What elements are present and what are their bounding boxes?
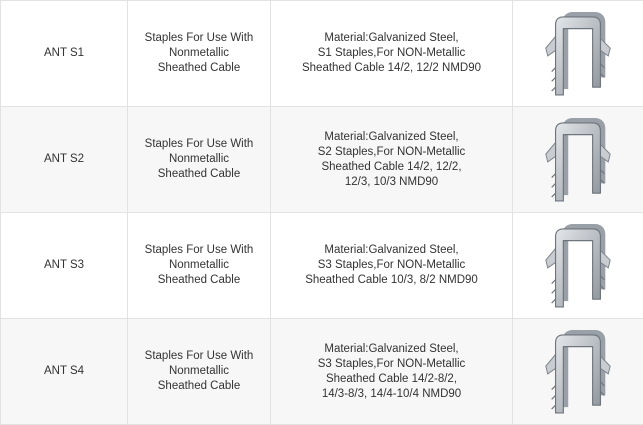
image-cell: [513, 319, 643, 425]
specification-text: Material:Galvanized Steel, S1 Staples,For NON-Metallic Sheathed Cable 14/2, 12/2 NMD90: [277, 31, 506, 76]
model-code: ANT S2: [7, 152, 121, 167]
product-cell: [128, 319, 271, 425]
model-cell: [1, 319, 128, 425]
product-cell: [128, 1, 271, 107]
model-code: ANT S1: [7, 46, 121, 61]
table-row: [1, 213, 643, 319]
specification-text: Material:Galvanized Steel, S3 Staples,For NON-Metallic Sheathed Cable 14/2-8/2, 14/3-8/3, 14/4-10/4 NMD90: [277, 342, 506, 402]
table-row: [1, 1, 643, 107]
product-description: Staples For Use With Nonmetallic Sheathed Cable: [134, 31, 264, 76]
product-description: Staples For Use With Nonmetallic Sheathed Cable: [134, 243, 264, 288]
model-code: ANT S3: [7, 258, 121, 273]
product-description: Staples For Use With Nonmetallic Sheathed Cable: [134, 137, 264, 182]
staple-icon: [538, 327, 618, 417]
staple-icon: [538, 221, 618, 311]
model-cell: [1, 1, 128, 107]
spec-cell: [271, 1, 513, 107]
spec-cell: [271, 213, 513, 319]
spec-cell: [271, 107, 513, 213]
table-row: [1, 107, 643, 213]
table-row: [1, 319, 643, 425]
image-cell: [513, 1, 643, 107]
staple-icon: [538, 9, 618, 99]
product-cell: [128, 213, 271, 319]
product-description: Staples For Use With Nonmetallic Sheathed Cable: [134, 349, 264, 394]
image-cell: [513, 107, 643, 213]
spec-cell: [271, 319, 513, 425]
specification-text: Material:Galvanized Steel, S3 Staples,For NON-Metallic Sheathed Cable 10/3, 8/2 NMD90: [277, 243, 506, 288]
model-cell: [1, 213, 128, 319]
specification-text: Material:Galvanized Steel, S2 Staples,For NON-Metallic Sheathed Cable 14/2, 12/2, 12/3, 10/3 NMD90: [277, 130, 506, 190]
staple-icon: [538, 115, 618, 205]
model-code: ANT S4: [7, 364, 121, 379]
model-cell: [1, 107, 128, 213]
product-cell: [128, 107, 271, 213]
image-cell: [513, 213, 643, 319]
